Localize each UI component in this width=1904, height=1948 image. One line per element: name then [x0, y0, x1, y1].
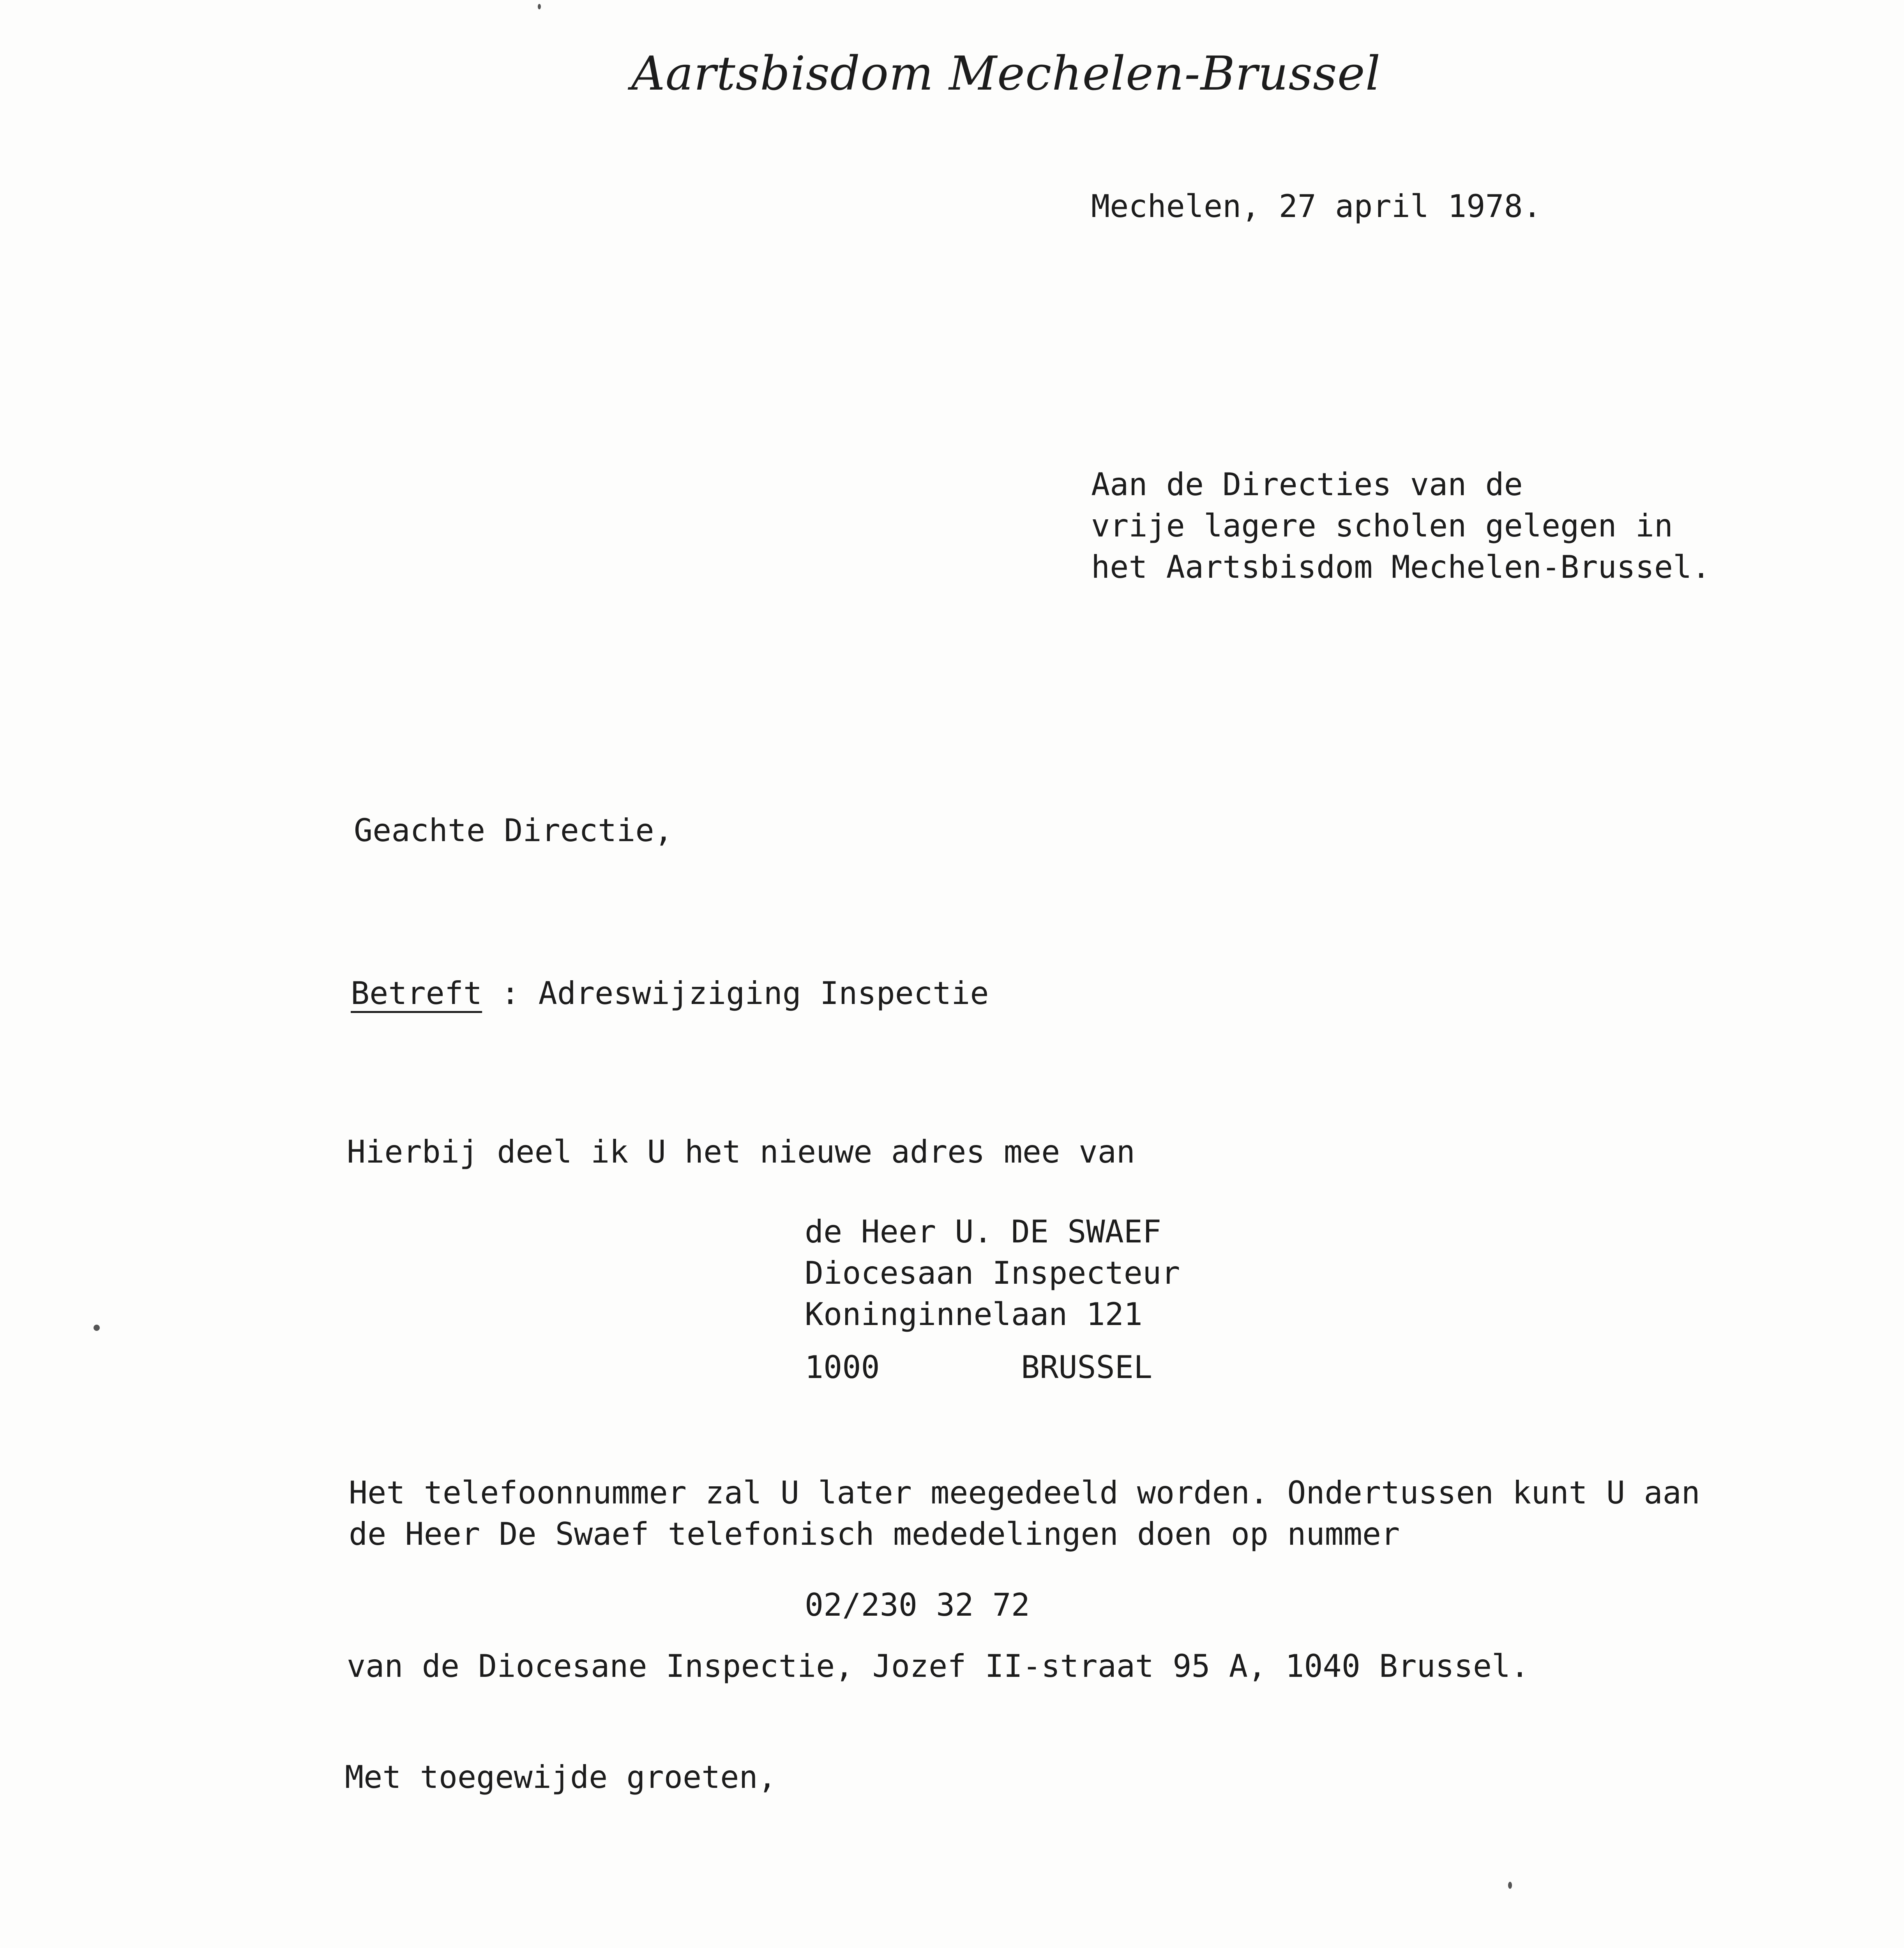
subject-separator: : [482, 975, 539, 1011]
recipient-line: het Aartsbisdom Mechelen-Brussel. [1091, 549, 1711, 585]
paragraph-line: Het telefoonnummer zal U later meegedeeld worden. Ondertussen kunt U aan [349, 1475, 1700, 1511]
subject-text: Adreswijziging Inspectie [538, 975, 989, 1011]
address-city: BRUSSEL [1021, 1349, 1153, 1385]
closing: Met toegewijde groeten, [345, 1759, 777, 1795]
phone-number: 02/230 32 72 [805, 1587, 1030, 1623]
letterhead-title: Aartsbisdom Mechelen-Brussel [631, 47, 1381, 101]
address-postcode: 1000 [805, 1349, 880, 1385]
recipient-line: Aan de Directies van de [1091, 466, 1523, 503]
scan-speck [94, 1325, 100, 1331]
address-title: Diocesaan Inspecteur [805, 1255, 1180, 1291]
address-name: de Heer U. DE SWAEF [805, 1214, 1162, 1250]
recipient-line: vrije lagere scholen gelegen in [1091, 508, 1673, 544]
scan-speck [1508, 1882, 1512, 1889]
paragraph-line: de Heer De Swaef telefonisch mededelingen doen op nummer [349, 1516, 1400, 1552]
salutation: Geachte Directie, [354, 812, 673, 849]
subject-line [351, 973, 989, 1014]
intro-text: Hierbij deel ik U het nieuwe adres mee van [347, 1134, 1135, 1170]
date-line: Mechelen, 27 april 1978. [1091, 188, 1542, 224]
phone-location: van de Diocesane Inspectie, Jozef II-straat 95 A, 1040 Brussel. [347, 1648, 1530, 1684]
address-street: Koninginnelaan 121 [805, 1296, 1143, 1332]
scan-speck [538, 4, 541, 9]
subject-label: Betreft [351, 975, 482, 1011]
